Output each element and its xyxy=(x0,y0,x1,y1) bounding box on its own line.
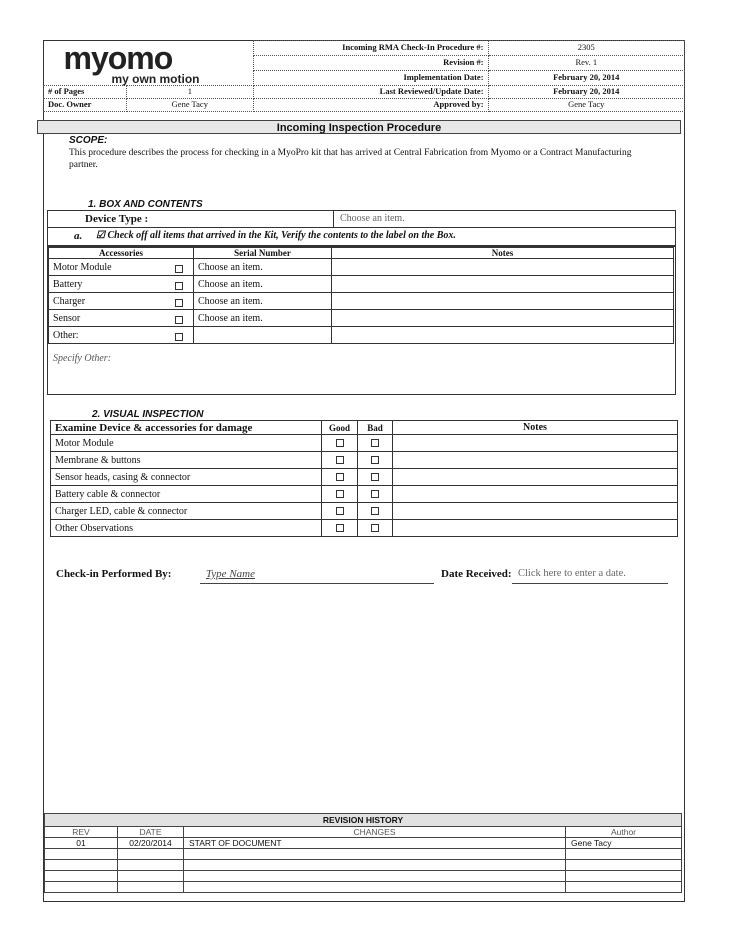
col-date: DATE xyxy=(118,827,184,838)
revision-history-table xyxy=(44,813,682,893)
notes-cell[interactable] xyxy=(332,276,674,293)
checkbox[interactable] xyxy=(175,333,183,341)
bad-checkbox[interactable] xyxy=(371,524,379,532)
bad-checkbox[interactable] xyxy=(371,490,379,498)
divider xyxy=(333,211,334,227)
table-row xyxy=(51,435,678,452)
table-row xyxy=(45,882,682,893)
owner-label: Doc. Owner xyxy=(44,98,127,111)
col-rev: REV xyxy=(45,827,118,838)
section2-heading: 2. VISUAL INSPECTION xyxy=(92,409,204,420)
table-row xyxy=(45,860,682,871)
date-cell: 02/20/2014 xyxy=(118,838,184,849)
procedure-number-label: Incoming RMA Check-In Procedure #: xyxy=(253,41,488,56)
date-received-value: Click here to enter a date. xyxy=(518,568,626,579)
pages-label: # of Pages xyxy=(44,85,127,98)
inspection-item: Charger LED, cable & connector xyxy=(51,503,322,520)
notes-cell[interactable] xyxy=(332,293,674,310)
performed-by-value: Type Name xyxy=(206,568,255,580)
col-examine: Examine Device & accessories for damage xyxy=(51,421,322,435)
notes-cell[interactable] xyxy=(393,520,678,537)
table-row xyxy=(49,293,674,310)
document-header xyxy=(43,40,685,112)
checkbox[interactable] xyxy=(175,299,183,307)
table-row xyxy=(45,838,682,849)
bad-checkbox[interactable] xyxy=(371,439,379,447)
good-checkbox[interactable] xyxy=(336,473,344,481)
serial-select[interactable]: Choose an item. xyxy=(194,259,332,276)
notes-cell[interactable] xyxy=(393,452,678,469)
pages-value: 1 xyxy=(127,85,254,98)
col-notes: Notes xyxy=(332,248,674,259)
accessory-item: Battery xyxy=(49,276,194,293)
table-row xyxy=(45,871,682,882)
bad-checkbox[interactable] xyxy=(371,456,379,464)
date-received-label: Date Received: xyxy=(441,568,512,580)
serial-select[interactable]: Choose an item. xyxy=(194,310,332,327)
performed-by-label: Check-in Performed By: xyxy=(56,568,172,580)
changes-cell: START OF DOCUMENT xyxy=(184,838,566,849)
notes-cell[interactable] xyxy=(393,503,678,520)
checkbox[interactable] xyxy=(175,265,183,273)
author-cell: Gene Tacy xyxy=(566,838,682,849)
revision-label: Revision #: xyxy=(253,55,488,70)
table-row xyxy=(45,849,682,860)
logo-text: myomo xyxy=(63,39,173,76)
col-serial-number: Serial Number xyxy=(194,248,332,259)
page-title: Incoming Inspection Procedure xyxy=(37,120,681,134)
col-author: Author xyxy=(566,827,682,838)
section1-heading: 1. BOX AND CONTENTS xyxy=(88,199,203,210)
revision-value: Rev. 1 xyxy=(488,55,684,70)
inspection-item: Membrane & buttons xyxy=(51,452,322,469)
serial-select[interactable]: Choose an item. xyxy=(194,293,332,310)
good-checkbox[interactable] xyxy=(336,490,344,498)
table-row xyxy=(49,259,674,276)
inspection-item: Battery cable & connector xyxy=(51,486,322,503)
table-row xyxy=(51,486,678,503)
table-row xyxy=(51,520,678,537)
inspection-item: Sensor heads, casing & connector xyxy=(51,469,322,486)
performed-by-input[interactable] xyxy=(200,567,434,584)
logo xyxy=(44,41,254,86)
visual-inspection-table xyxy=(50,420,678,537)
col-good: Good xyxy=(322,421,358,435)
step-instruction: ☑ Check off all items that arrived in the Kit, Verify the contents to the label on the Box. xyxy=(96,230,456,241)
table-row xyxy=(49,327,674,344)
implementation-date-label: Implementation Date: xyxy=(253,70,488,85)
accessory-item: Charger xyxy=(49,293,194,310)
inspection-item: Motor Module xyxy=(51,435,322,452)
accessory-item: Other: xyxy=(49,327,194,344)
col-bad: Bad xyxy=(358,421,393,435)
device-type-row xyxy=(47,210,676,228)
bad-checkbox[interactable] xyxy=(371,473,379,481)
table-row xyxy=(51,452,678,469)
device-type-select[interactable]: Choose an item. xyxy=(340,213,405,224)
device-type-label: Device Type : xyxy=(85,213,149,225)
notes-cell[interactable] xyxy=(393,469,678,486)
implementation-date-value: February 20, 2014 xyxy=(488,70,684,85)
bad-checkbox[interactable] xyxy=(371,507,379,515)
accessory-item: Motor Module xyxy=(49,259,194,276)
revision-history-title: REVISION HISTORY xyxy=(45,814,682,827)
table-row xyxy=(51,469,678,486)
approved-by-value: Gene Tacy xyxy=(488,98,684,111)
col-notes: Notes xyxy=(393,421,678,435)
good-checkbox[interactable] xyxy=(336,439,344,447)
notes-cell[interactable] xyxy=(332,310,674,327)
last-reviewed-value: February 20, 2014 xyxy=(488,85,684,98)
serial-field[interactable] xyxy=(194,327,332,344)
col-changes: CHANGES xyxy=(184,827,566,838)
checkbox[interactable] xyxy=(175,316,183,324)
procedure-number-value: 2305 xyxy=(488,41,684,56)
accessory-item: Sensor xyxy=(49,310,194,327)
date-received-input[interactable] xyxy=(512,567,668,584)
notes-cell[interactable] xyxy=(393,486,678,503)
scope-text: This procedure describes the process for checking in a MyoPro kit that has arrived at Central Fabrication from Myomo or a Contract Manufacturing partner. xyxy=(69,148,632,170)
notes-cell[interactable] xyxy=(332,327,674,344)
checkbox[interactable] xyxy=(175,282,183,290)
inspection-item: Other Observations xyxy=(51,520,322,537)
table-row xyxy=(51,503,678,520)
step-a-row xyxy=(47,228,676,246)
good-checkbox[interactable] xyxy=(336,456,344,464)
serial-select[interactable]: Choose an item. xyxy=(194,276,332,293)
notes-cell[interactable] xyxy=(393,435,678,452)
rev-cell: 01 xyxy=(45,838,118,849)
accessories-table xyxy=(48,247,674,344)
logo-tagline: my own motion xyxy=(111,71,200,86)
owner-value: Gene Tacy xyxy=(127,98,254,111)
notes-cell[interactable] xyxy=(332,259,674,276)
good-checkbox[interactable] xyxy=(336,524,344,532)
col-accessories: Accessories xyxy=(49,248,194,259)
scope-heading: SCOPE: xyxy=(69,135,108,146)
step-letter: a. xyxy=(74,230,83,242)
table-row xyxy=(49,310,674,327)
table-row xyxy=(49,276,674,293)
accessories-box xyxy=(47,246,676,395)
last-reviewed-label: Last Reviewed/Update Date: xyxy=(253,85,488,98)
good-checkbox[interactable] xyxy=(336,507,344,515)
specify-other-field[interactable]: Specify Other: xyxy=(53,353,112,364)
approved-by-label: Approved by: xyxy=(253,98,488,111)
